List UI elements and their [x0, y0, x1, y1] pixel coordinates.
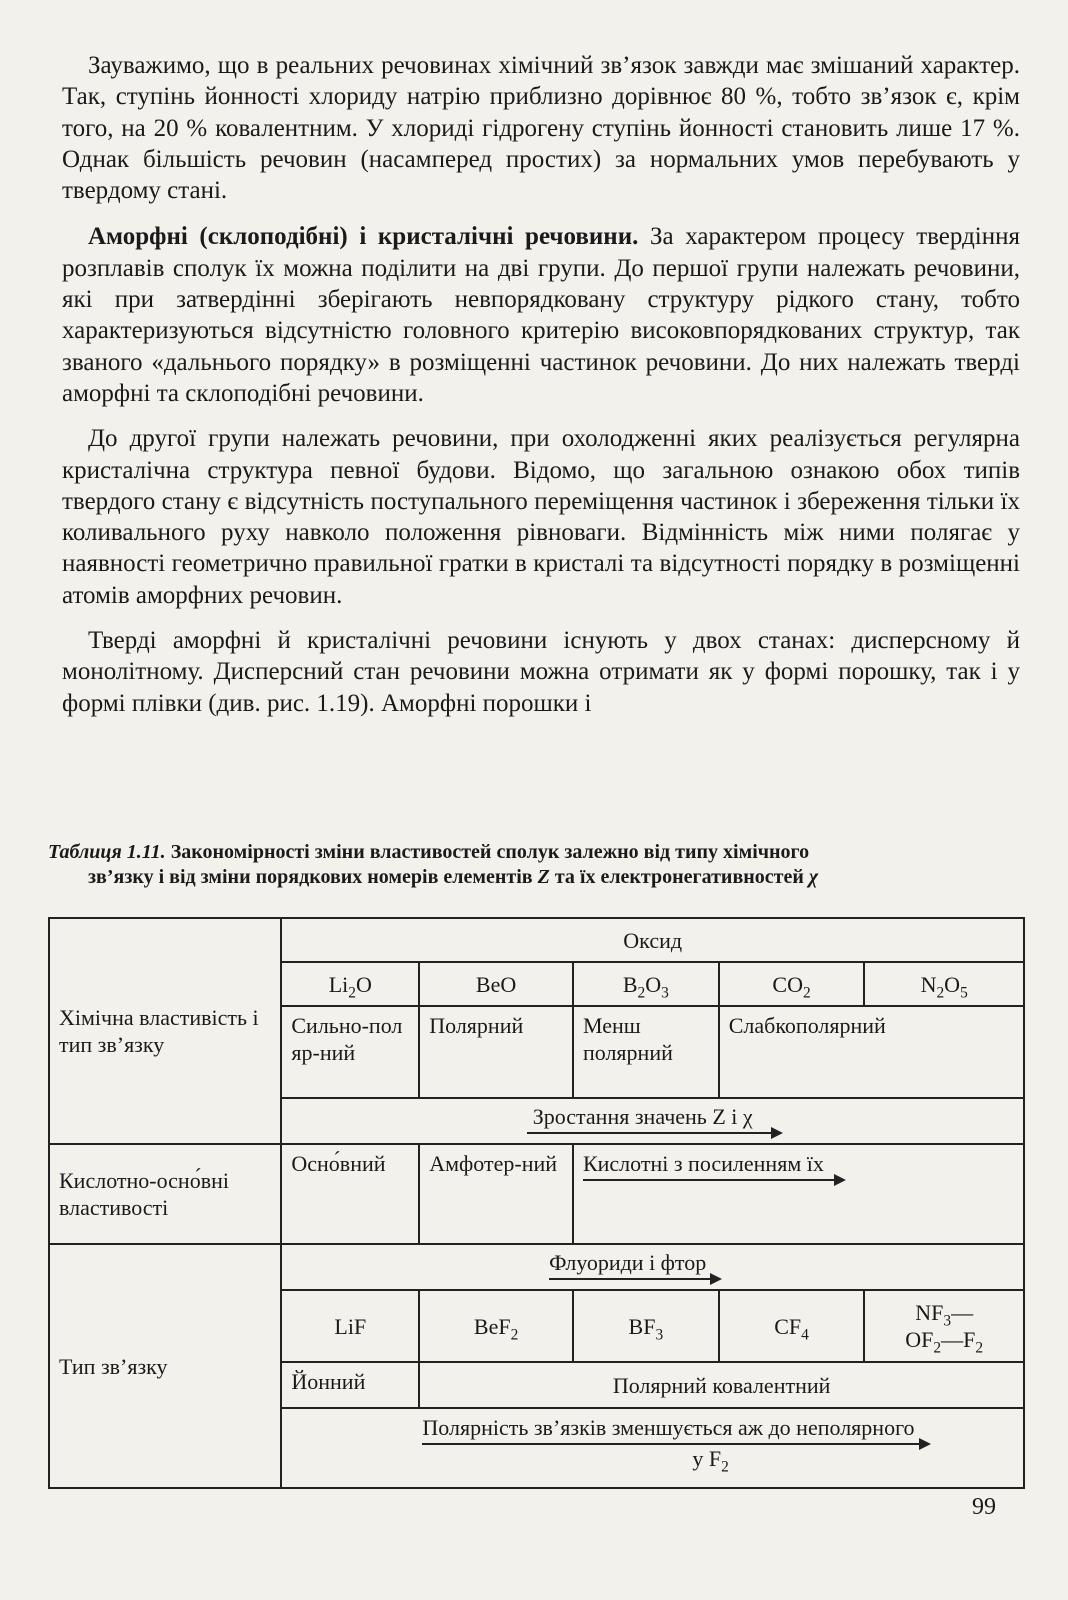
polarity-weak: Слабкополярний: [719, 1006, 1024, 1098]
caption-line-3: та їх електронегативностей: [549, 866, 809, 888]
arrow-right-icon: [527, 1132, 781, 1134]
arrow-right-icon: [583, 1179, 844, 1181]
acid-basic: Осно́вний: [281, 1144, 419, 1244]
fluor-header-text: Флуориди і фтор: [549, 1250, 707, 1275]
page-number: 99: [972, 1494, 996, 1520]
fluoride-nf3-of2-f2: $NF_3—$ $OF_2—F_2$: [864, 1290, 1024, 1362]
fluoride-cf4: $CF_4$: [719, 1290, 865, 1362]
paragraph-1: Зауважимо, що в реальних речовинах хімічний зв’язок завжди має змішаний характер. Так, ступінь йонності хлориду натрію приблизно дорівнює 80 %, тобто зв’язок є, крім того, на 20 % ковалентним. У хлориді гідрогену ступінь йонності становить лише 17 %. Однак більшість речовин (насамперед простих) за нормальних умов перебувають у твердому стані.: [62, 52, 1020, 205]
body-text: [62, 50, 1020, 733]
arrow-right-icon: [422, 1443, 928, 1445]
oxide-b2o3: $B_2O_3$: [573, 962, 719, 1006]
trend-polarity-line2: у $F_2$: [692, 1446, 729, 1476]
fluoride-lif: LiF: [281, 1290, 419, 1362]
bond-ionic: Йонний: [281, 1362, 419, 1408]
caption-z: Z: [537, 866, 550, 888]
bond-polar-covalent: Полярний ковалентний: [419, 1362, 1024, 1408]
caption-label: Таблиця 1.11.: [48, 841, 166, 863]
row-label-chemical: Хімічна властивість і тип зв’язку: [49, 918, 281, 1144]
trend-z-chi: [281, 1098, 1024, 1144]
arrow-right-icon: [549, 1278, 720, 1280]
oxide-n2o5: $N_2O_5$: [864, 962, 1024, 1006]
trend-polarity-text: Полярність зв’язків зменшується аж до неполярного: [422, 1415, 915, 1440]
fluor-header: [281, 1244, 1024, 1290]
oxide-beo: BeO: [419, 962, 573, 1006]
caption-line-1: Закономірності зміни властивостей сполук залежно від типу хімічного: [165, 841, 810, 863]
fluoride-bf3: $BF_3$: [573, 1290, 719, 1362]
paragraph-4: Тверді аморфні й кристалічні речовини існують у двох станах: дисперсному й монолітному. Дисперсний стан речовини можна отримати як у формі порошку, так і у формі плівки (див. рис. 1.19). Аморфні порошки і: [62, 627, 1020, 717]
caption-chi: χ: [808, 866, 819, 888]
section-heading: Аморфні (склоподібні) і кристалічні речовини.: [88, 223, 639, 251]
polarity-strong: Сильно-поляр-ний: [281, 1006, 419, 1098]
polarity-less: Менш полярний: [573, 1006, 719, 1098]
acid-acidic-text: Кислотні з посиленням їх: [582, 1151, 824, 1176]
oxide-li2o: $Li_2O$: [281, 962, 419, 1006]
oxide-header: Оксид: [281, 918, 1024, 962]
fluoride-bef2: BeF$_2$: [419, 1290, 573, 1362]
paragraph-2-text: За характером процесу твердіння розплавів сполук їх можна поділити на дві групи. До першої групи належать речовини, які при затвердінні зберігають невпорядковану структуру рідкого стану, тобто характеризуються відсутністю головного критерію високовпорядкованих структур, так званого «дальнього порядку» в розміщенні частинок речовини. До них належать тверді аморфні та склоподібні речовини.: [62, 223, 1020, 407]
paragraph-3: До другої групи належать речовини, при охолодженні яких реалізується регулярна кристалічна структура певної будови. Відомо, що загальною ознакою обох типів твердого стану є відсутність поступального переміщення частинок і збереження тільки їх коливального руху навколо положення рівноваги. Відмінність між ними полягає у наявності геометрично правильної гратки в кристалі та відсутності порядку в розміщенні атомів аморфних речовин.: [62, 425, 1020, 609]
acid-amphoteric: Амфотер-ний: [419, 1144, 573, 1244]
paragraph-2: [62, 221, 1020, 409]
table-caption: [48, 840, 1023, 890]
oxide-co2: $CO_2$: [719, 962, 865, 1006]
trend-z-text: Зростання значень Z і χ: [532, 1104, 753, 1129]
properties-table: [48, 917, 1025, 1489]
acid-acidic: [573, 1144, 1024, 1244]
trend-polarity: [281, 1408, 1024, 1488]
row-label-acid-base: Кислотно-осно́вні властивості: [49, 1144, 281, 1244]
polarity-polar: Полярний: [419, 1006, 573, 1098]
caption-line-2: зв’язку і від зміни порядкових номерів елементів: [88, 866, 538, 888]
row-label-bond-type: Тип зв’язку: [49, 1244, 281, 1488]
